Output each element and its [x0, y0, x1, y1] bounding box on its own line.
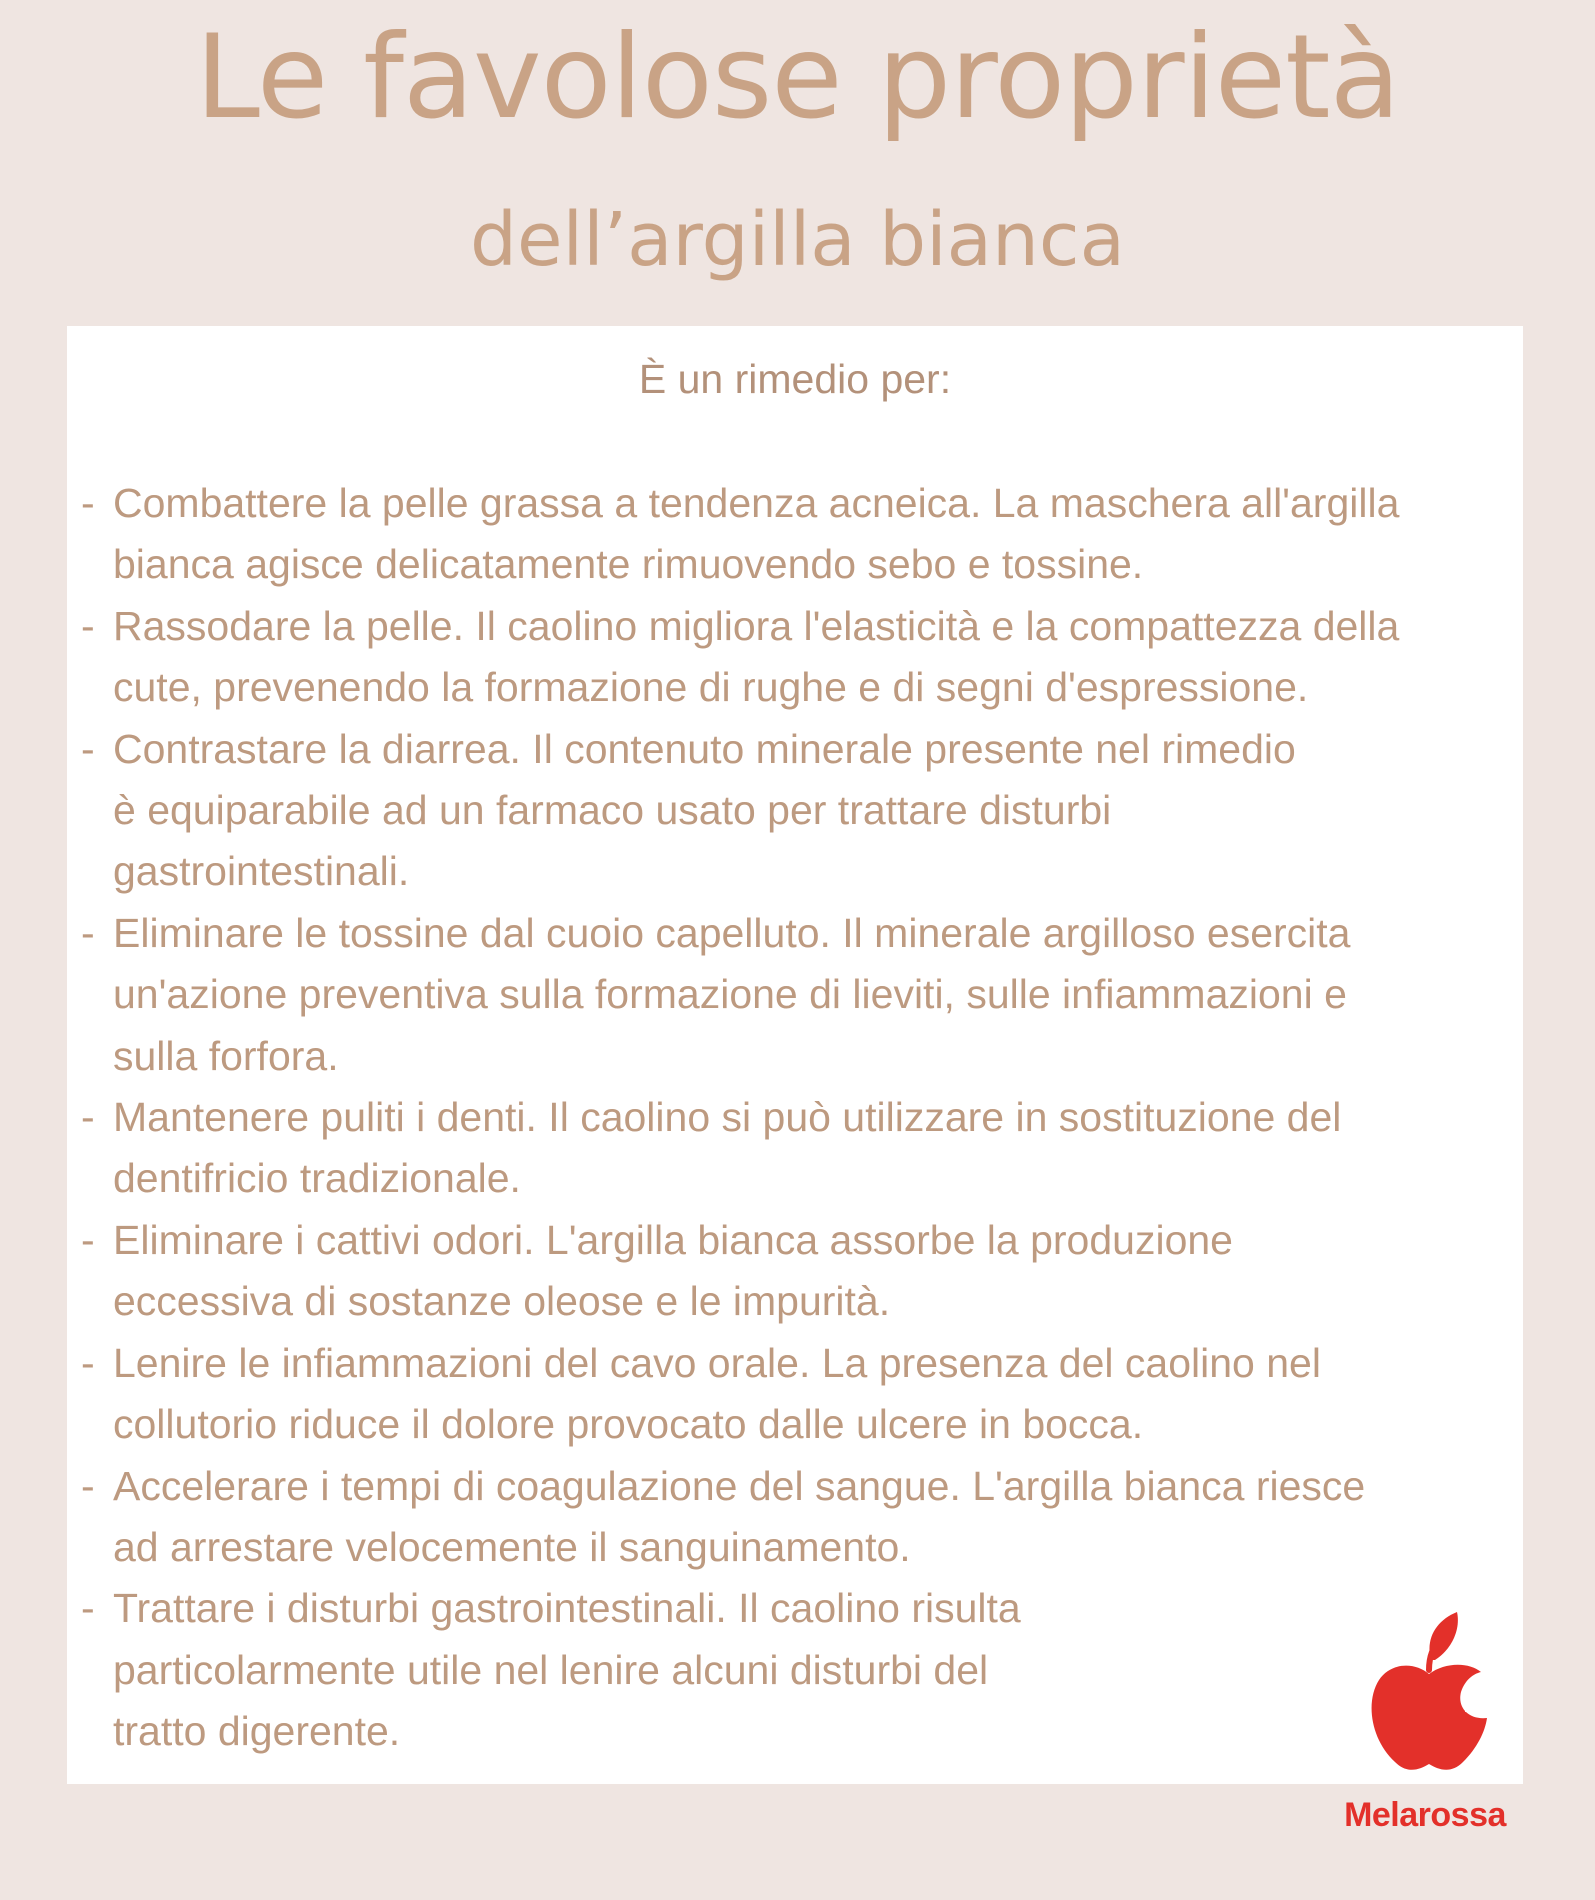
- list-item-line: sulla forfora.: [113, 1032, 339, 1079]
- list-item-line: particolarmente utile nel lenire alcuni disturbi del: [113, 1646, 989, 1693]
- list-item-line: Eliminare le tossine dal cuoio capelluto. Il minerale argilloso esercita: [113, 909, 1351, 956]
- list-item-line: ad arrestare velocemente il sanguinamento.: [113, 1523, 911, 1570]
- list-item-line: gastrointestinali.: [113, 848, 410, 895]
- list-item-line: eccessiva di sostanze oleose e le impurità.: [113, 1278, 891, 1325]
- list-item-line: Rassodare la pelle. Il caolino migliora l'elasticità e la compattezza della: [113, 602, 1400, 649]
- list-item: [81, 1087, 1511, 1210]
- remedy-list: [81, 473, 1511, 1763]
- list-bullet-dash: -: [81, 725, 95, 772]
- list-bullet-dash: -: [81, 602, 95, 649]
- list-item-line: Trattare i disturbi gastrointestinali. Il caolino risulta: [113, 1585, 1021, 1632]
- list-item: [81, 903, 1511, 1087]
- page-title: Le favolose proprietà: [195, 10, 1400, 145]
- apple-icon: [1365, 1608, 1495, 1778]
- list-item-line: bianca agisce delicatamente rimuovendo sebo e tossine.: [113, 541, 1144, 588]
- list-item: [81, 1210, 1511, 1333]
- list-item: [81, 473, 1511, 596]
- list-item-line: un'azione preventiva sulla formazione di lieviti, sulle infiammazioni e: [113, 971, 1347, 1018]
- list-item-line: dentifricio tradizionale.: [113, 1155, 521, 1202]
- list-item: [81, 1578, 1511, 1762]
- list-bullet-dash: -: [81, 1339, 95, 1386]
- list-bullet-dash: -: [81, 1094, 95, 1141]
- list-item-line: tratto digerente.: [113, 1708, 401, 1755]
- list-bullet-dash: -: [81, 1216, 95, 1263]
- list-item-line: Contrastare la diarrea. Il contenuto minerale presente nel rimedio: [113, 725, 1296, 772]
- list-item-line: Lenire le infiammazioni del cavo orale. La presenza del caolino nel: [113, 1339, 1321, 1386]
- list-item: [81, 1456, 1511, 1579]
- brand-name: Melarossa: [1344, 1796, 1506, 1834]
- list-item-line: Accelerare i tempi di coagulazione del sangue. L'argilla bianca riesce: [113, 1462, 1366, 1509]
- content-card: [67, 326, 1523, 1784]
- list-item-line: è equiparabile ad un farmaco usato per trattare disturbi: [113, 787, 1112, 834]
- intro-text: È un rimedio per:: [638, 356, 952, 402]
- list-bullet-dash: -: [81, 480, 95, 526]
- list-item-line: cute, prevenendo la formazione di rughe e di segni d'espressione.: [113, 664, 1309, 711]
- brand-logo: [1325, 1608, 1525, 1848]
- page-subtitle: dell’argilla bianca: [470, 197, 1125, 283]
- list-item: [81, 596, 1511, 719]
- list-bullet-dash: -: [81, 1462, 95, 1509]
- list-bullet-dash: -: [81, 909, 95, 956]
- list-item-line: Eliminare i cattivi odori. L'argilla bianca assorbe la produzione: [113, 1216, 1233, 1263]
- list-item-line: Mantenere puliti i denti. Il caolino si può utilizzare in sostituzione del: [113, 1094, 1342, 1141]
- list-item-line: Combattere la pelle grassa a tendenza acneica. La maschera all'argilla: [113, 480, 1400, 526]
- list-item-line: collutorio riduce il dolore provocato dalle ulcere in bocca.: [113, 1401, 1144, 1448]
- list-item: [81, 1333, 1511, 1456]
- list-bullet-dash: -: [81, 1585, 95, 1632]
- list-item: [81, 719, 1511, 903]
